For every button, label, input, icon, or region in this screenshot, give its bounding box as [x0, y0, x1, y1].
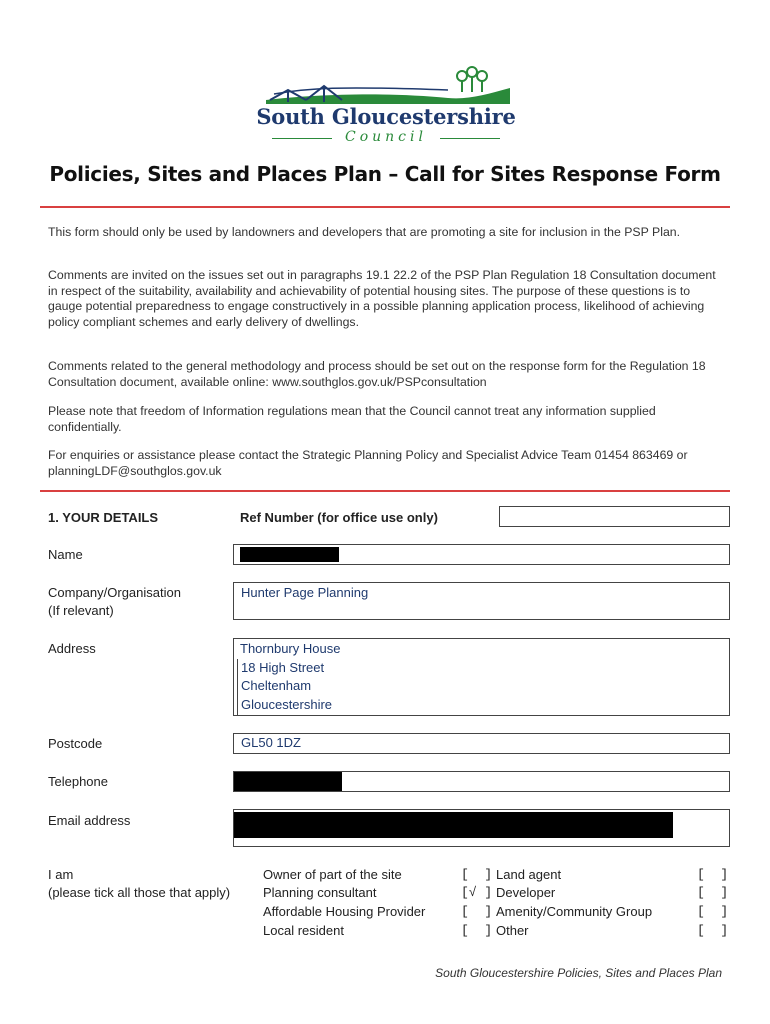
- logo-divider: [440, 138, 500, 139]
- option-other: Other: [496, 923, 529, 938]
- postcode-field[interactable]: [233, 733, 730, 754]
- redacted-email: [234, 812, 673, 838]
- checkbox-other[interactable]: [ ]: [697, 923, 729, 938]
- intro-paragraph: For enquiries or assistance please contact the Strategic Planning Policy and Specialist Advice Team 01454 863469 or planningLDF@southglos.gov.uk: [48, 448, 688, 478]
- address-line: Gloucestershire: [237, 696, 340, 715]
- option-affordable-housing: Affordable Housing Provider: [263, 904, 426, 919]
- checkbox-amenity-group[interactable]: [ ]: [697, 904, 729, 919]
- ref-number-field[interactable]: [499, 506, 730, 527]
- iam-sublabel: (please tick all those that apply): [48, 885, 231, 900]
- email-label: Email address: [48, 813, 131, 828]
- checkbox-land-agent[interactable]: [ ]: [697, 867, 729, 882]
- redacted-telephone: [234, 772, 342, 791]
- name-field[interactable]: [233, 544, 730, 565]
- checkbox-developer[interactable]: [ ]: [697, 885, 729, 900]
- page-footer: South Gloucestershire Policies, Sites and Places Plan: [435, 966, 722, 980]
- option-local-resident: Local resident: [263, 923, 344, 938]
- option-owner: Owner of part of the site: [263, 867, 402, 882]
- intro-paragraph: This form should only be used by landowners and developers that are promoting a site for inclusion in the PSP Plan.: [48, 225, 681, 239]
- address-label: Address: [48, 641, 96, 656]
- checkbox-planning-consultant[interactable]: [√ ]: [461, 885, 493, 900]
- section-title: 1. YOUR DETAILS: [48, 510, 159, 525]
- option-land-agent: Land agent: [496, 867, 562, 882]
- address-lines: [241, 640, 340, 715]
- company-field[interactable]: [233, 582, 730, 620]
- intro-paragraph: Please note that freedom of Information regulations mean that the Council cannot treat any information supplied confidentially.: [48, 404, 656, 434]
- postcode-value: GL50 1DZ: [241, 735, 301, 750]
- option-planning-consultant: Planning consultant: [263, 885, 377, 900]
- address-line: Cheltenham: [237, 677, 340, 696]
- option-amenity-group: Amenity/Community Group: [496, 904, 653, 919]
- page-title: Policies, Sites and Places Plan – Call for Sites Response Form: [49, 162, 721, 186]
- landscape-bridge-icon: [248, 64, 524, 108]
- council-logo: [248, 64, 524, 150]
- company-label: Company/Organisation: [48, 585, 181, 600]
- telephone-field[interactable]: [233, 771, 730, 792]
- iam-label: I am: [48, 867, 74, 882]
- checkbox-affordable-housing[interactable]: [ ]: [461, 904, 493, 919]
- divider-rule: [40, 206, 730, 208]
- postcode-label: Postcode: [48, 736, 103, 751]
- intro-paragraph: Comments related to the general methodology and process should be set out on the response form for the Regulation 18 Consultation document, available online: www.southglos.gov.uk/PSPconsultation: [48, 359, 706, 389]
- email-field[interactable]: [233, 809, 730, 847]
- option-developer: Developer: [496, 885, 556, 900]
- company-value: Hunter Page Planning: [241, 585, 369, 600]
- intro-paragraph: Comments are invited on the issues set out in paragraphs 19.1 22.2 of the PSP Plan Regulation 18 Consultation document in respect of the suitability, availability and achievability of potential housing sites. The purpose of these questions is to gauge potential preparedness to engage constructively in a possible planning application process, likelihood of achieving policy compliant schemes and early delivery of dwellings.: [48, 268, 716, 329]
- address-line: 18 High Street: [237, 659, 340, 678]
- logo-name: South Gloucestershire: [256, 104, 516, 129]
- redacted-name: [240, 547, 339, 562]
- company-sublabel: (If relevant): [48, 603, 114, 618]
- checkbox-owner[interactable]: [ ]: [461, 867, 493, 882]
- checkbox-local-resident[interactable]: [ ]: [461, 923, 493, 938]
- address-field[interactable]: [233, 638, 730, 716]
- logo-council: Council: [345, 129, 427, 145]
- ref-number-label: Ref Number (for office use only): [240, 510, 438, 525]
- telephone-label: Telephone: [48, 774, 108, 789]
- name-label: Name: [48, 547, 83, 562]
- address-line: Thornbury House: [240, 641, 341, 656]
- divider-rule: [40, 490, 730, 492]
